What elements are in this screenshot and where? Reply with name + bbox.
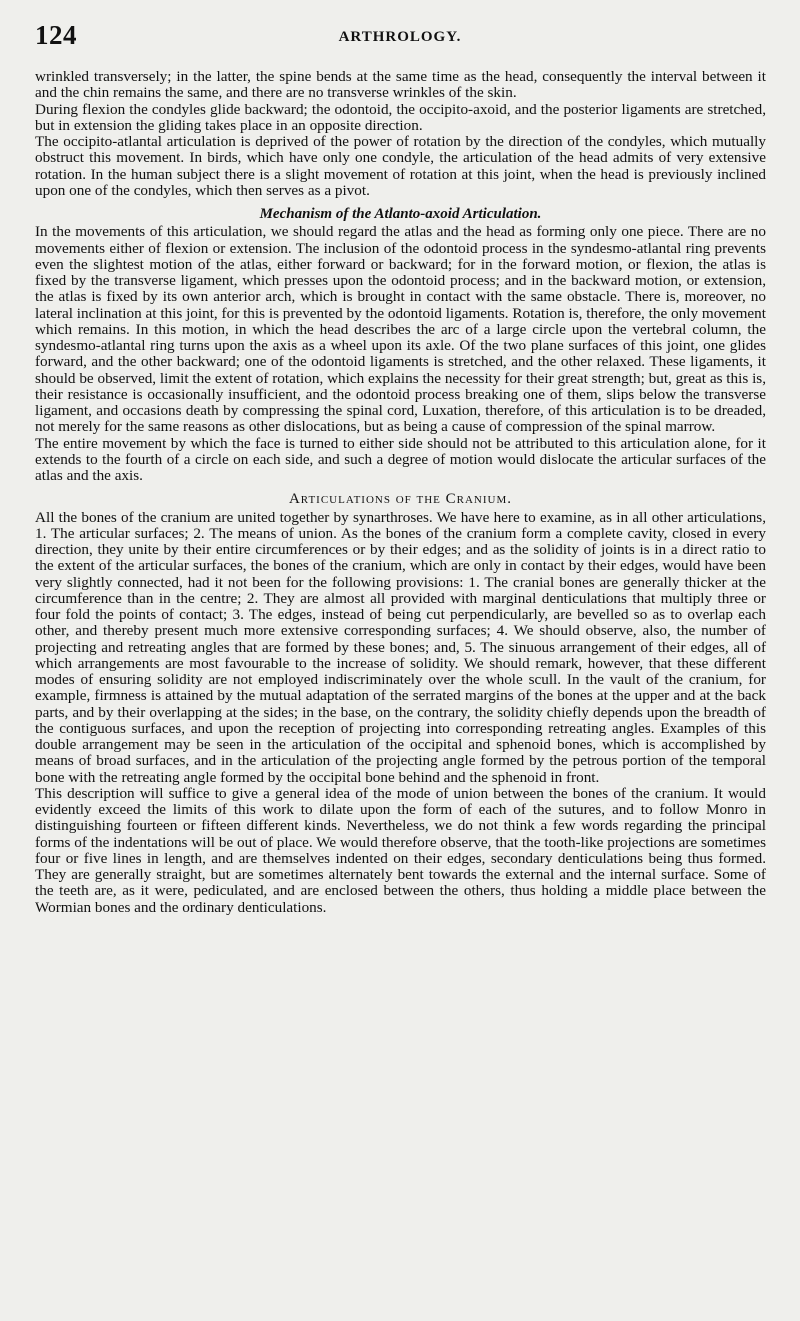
running-head [35, 20, 765, 56]
paragraph-sutures: This description will suffice to give a general idea of the mode of union between the bones of the cranium. It would evidently exceed the limits of this work to dilate upon the form of each of the sutures, and to follow Monro in distinguishing fourteen or fifteen different kinds. Nevertheless, we do not think a few words regarding the principal forms of the indentations will be out of place. We would therefore observe, that the tooth-like projections are sometimes four or five lines in length, and are themselves indented on their edges, secondary denticulations being thus formed. They are generally straight, but are sometimes alternately bent towards the external and the internal surface. Some of the teeth are, as it were, pediculated, and are enclosed between the others, thus holding a middle place between the Wormian bones and the ordinary denticulations. [35, 784, 766, 916]
paragraph-continuation: wrinkled transversely; in the latter, the spine bends at the same time as the head, consequently the interval between it and the chin remains the same, and there are no transverse wrinkles of the skin. [35, 68, 766, 102]
paragraph-face-movement: The entire movement by which the face is turned to either side should not be attributed to this articulation alone, for it extends to the fourth of a circle on each side, and such a degree of motion would dislocate the articular surfaces of the atlas and the axis. [35, 434, 766, 484]
paragraph-atlanto-axoid-movements: In the movements of this articulation, we should regard the atlas and the head as forming only one piece. There are no movements either of flexion or extension. The inclusion of the odontoid process in the syndesmo-atlantal ring prevents even the slightest motion of the atlas, either forward or backward; for in the forward motion, or flexion, the atlas is fixed by the transverse ligament, which presses upon the odontoid process; and in the backward motion, or extension, the atlas is fixed by its own anterior arch, which is brought in contact with the same obstacle. There is, moreover, no lateral inclination at this joint, for this is prevented by the odontoid ligaments. Rotation is, therefore, the only movement which remains. In this motion, in which the head describes the arc of a large circle upon the vertebral column, the syndesmo-atlantal ring turns upon the axis as a wheel upon its axle. Of the two plane surfaces of this joint, one glides forward, and the other backward; one of the odontoid ligaments is stretched, and the other relaxed. These ligaments, it should be observed, limit the extent of rotation, which explains the necessity for their great strength; but, great as this is, their resistance is occasionally insufficient, and the odontoid process breaking one of them, slips below the transverse ligament, and occasions death by compressing the spinal cord, Luxation, therefore, of this articulation is to be dreaded, not merely for the same reasons as other dislocations, but as being a cause of compression of the spinal marrow. [35, 223, 766, 436]
section-heading-cranium: Articulations of the Cranium. [288, 491, 513, 508]
paragraph-rotation: The occipito-atlantal articulation is deprived of the power of rotation by the direction of the condyles, which mutually obstruct this movement. In birds, which have only one condyle, the articulation of the head admits of very extensive rotation. In the human subject there is a slight movement of rotation at this joint, when the head is previously inclined upon one of the condyles, which then serves as a pivot. [35, 133, 766, 199]
page-body [35, 69, 766, 916]
paragraph-cranium-bones: All the bones of the cranium are united together by synarthroses. We have here to examine, as in all other articulations, 1. The articular surfaces; 2. The means of union. As the bones of the cranium form a complete cavity, closed in every direction, they unite by their entire circumferences or by their edges; and as the solidity of joints is in a direct ratio to the extent of the articular surfaces, the bones of the cranium, which are only in contact by their edges, would have been very slightly connected, had it not been for the following provisions: 1. The cranial bones are generally thicker at the circumference than in the centre; 2. They are almost all provided with marginal denticulations that multiply three or four fold the points of contact; 3. The edges, instead of being cut perpendicularly, are bevelled so as to overlap each other, and thereby present much more extensive corresponding surfaces; 4. We should observe, also, the number of projecting and retreating angles that are formed by these bones; and, 5. The sinuous arrangement of their edges, all of which arrangements are most favourable to the increase of solidity. We should remark, however, that these different modes of ensuring solidity are not employed indiscriminately over the whole scull. In the vault of the cranium, for example, firmness is attained by the mutual adaptation of the serrated margins of the bones at the upper and at the back parts, and by their overlapping at the sides; in the base, on the contrary, the solidity chiefly depends upon the breadth of the contiguous surfaces, and upon the reception of projecting into corresponding retreating angles. Examples of this double arrangement may be seen in the articulation of the occipital and sphenoid bones, which is accomplished by means of broad surfaces, and in the articulation of the projecting angle formed by the petrous portion of the temporal bone with the retreating angle formed by the occipital bone behind and the sphenoid in front. [35, 508, 766, 786]
section-heading-atlanto-axoid: Mechanism of the Atlanto-axoid Articulation. [259, 206, 542, 222]
running-title: ARTHROLOGY. [338, 29, 462, 45]
page-number: 124 [35, 20, 77, 50]
paragraph-flexion: During flexion the condyles glide backward; the odontoid, the occipito-axoid, and the posterior ligaments are stretched, but in extension the gliding takes place in an opposite direction. [35, 100, 766, 134]
